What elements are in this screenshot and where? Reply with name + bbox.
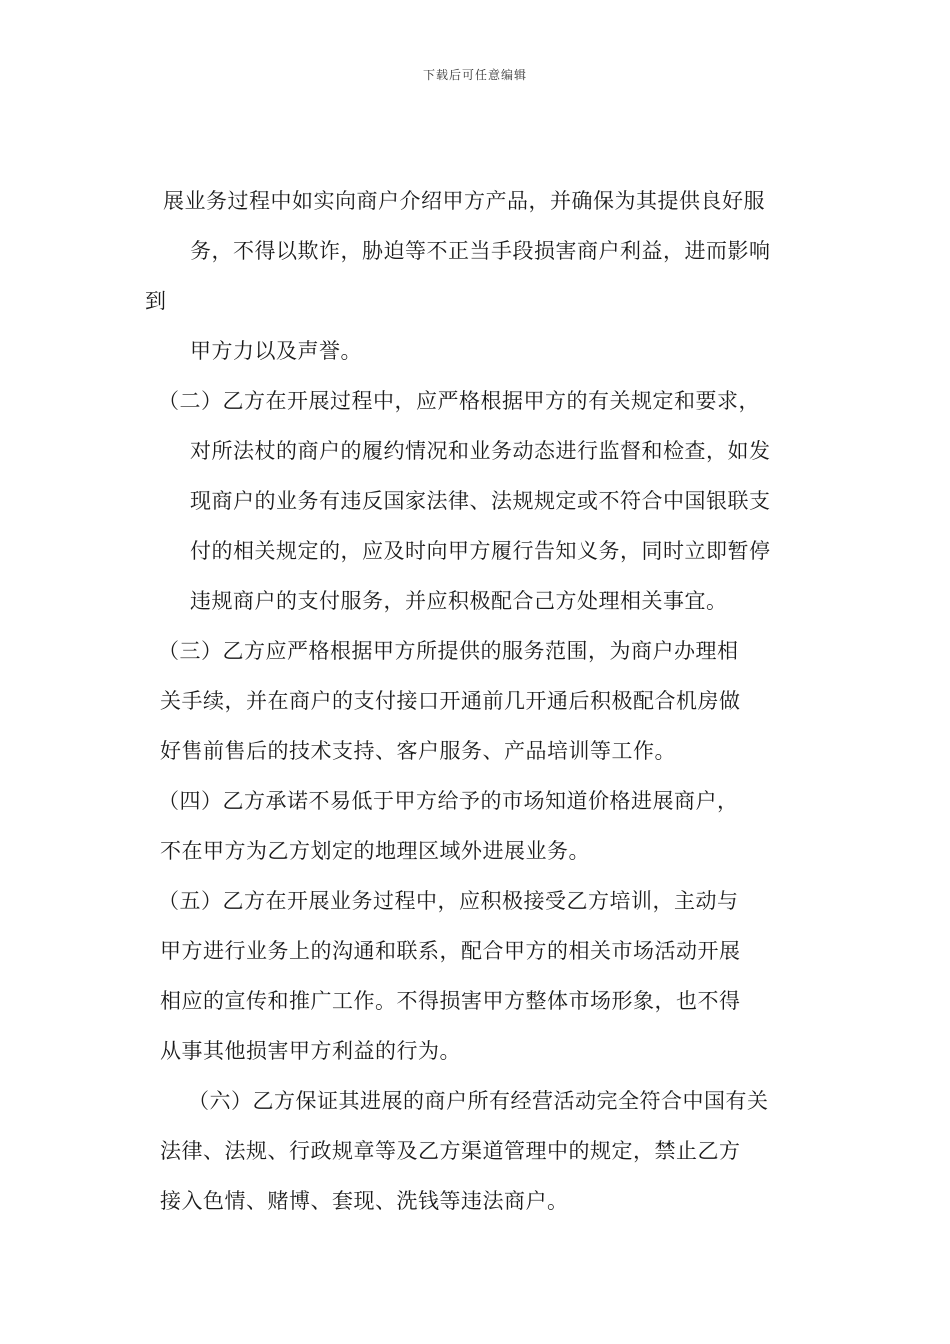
body-line: 好售前售后的技术支持、客户服务、产品培训等工作。 xyxy=(160,739,676,763)
body-line: 现商户的业务有违反国家法律、法规规定或不符合中国银联支 xyxy=(190,489,771,513)
body-line: 务，不得以欺诈，胁迫等不正当手段损害商户利益，进而影响 xyxy=(190,239,771,263)
body-line: （四）乙方承诺不易低于甲方给予的市场知道价格进展商户， xyxy=(158,789,739,813)
body-line: 甲方力以及声誉。 xyxy=(190,339,362,363)
body-line: 对所法杖的商户的履约情况和业务动态进行监督和检查，如发 xyxy=(190,439,771,463)
body-line: （三）乙方应严格根据甲方所提供的服务范围，为商户办理相 xyxy=(158,639,739,663)
body-line: 从事其他损害甲方利益的行为。 xyxy=(160,1039,461,1063)
body-line: （六）乙方保证其进展的商户所有经营活动完全符合中国有关 xyxy=(188,1089,769,1113)
body-line: 到 xyxy=(145,289,167,313)
page-header: 下载后可任意编辑 xyxy=(422,68,527,82)
body-line: 展业务过程中如实向商户介绍甲方产品，并确保为其提供良好服 xyxy=(163,189,765,213)
body-line: 不在甲方为乙方划定的地理区域外进展业务。 xyxy=(160,839,590,863)
body-line: 违规商户的支付服务，并应积极配合己方处理相关事宜。 xyxy=(190,589,728,613)
body-line: 接入色情、赌博、套现、洗钱等违法商户。 xyxy=(160,1189,569,1213)
body-line: 法律、法规、行政规章等及乙方渠道管理中的规定，禁止乙方 xyxy=(160,1139,741,1163)
body-line: 关手续，并在商户的支付接口开通前几开通后积极配合机房做 xyxy=(160,689,741,713)
body-line: 相应的宣传和推广工作。不得损害甲方整体市场形象，也不得 xyxy=(160,989,741,1013)
body-line: （二）乙方在开展过程中，应严格根据甲方的有关规定和要求， xyxy=(158,389,760,413)
body-line: 付的相关规定的，应及时向甲方履行告知义务，同时立即暂停 xyxy=(190,539,771,563)
body-line: 甲方进行业务上的沟通和联系，配合甲方的相关市场活动开展 xyxy=(160,939,741,963)
body-line: （五）乙方在开展业务过程中，应积极接受乙方培训，主动与 xyxy=(158,889,739,913)
